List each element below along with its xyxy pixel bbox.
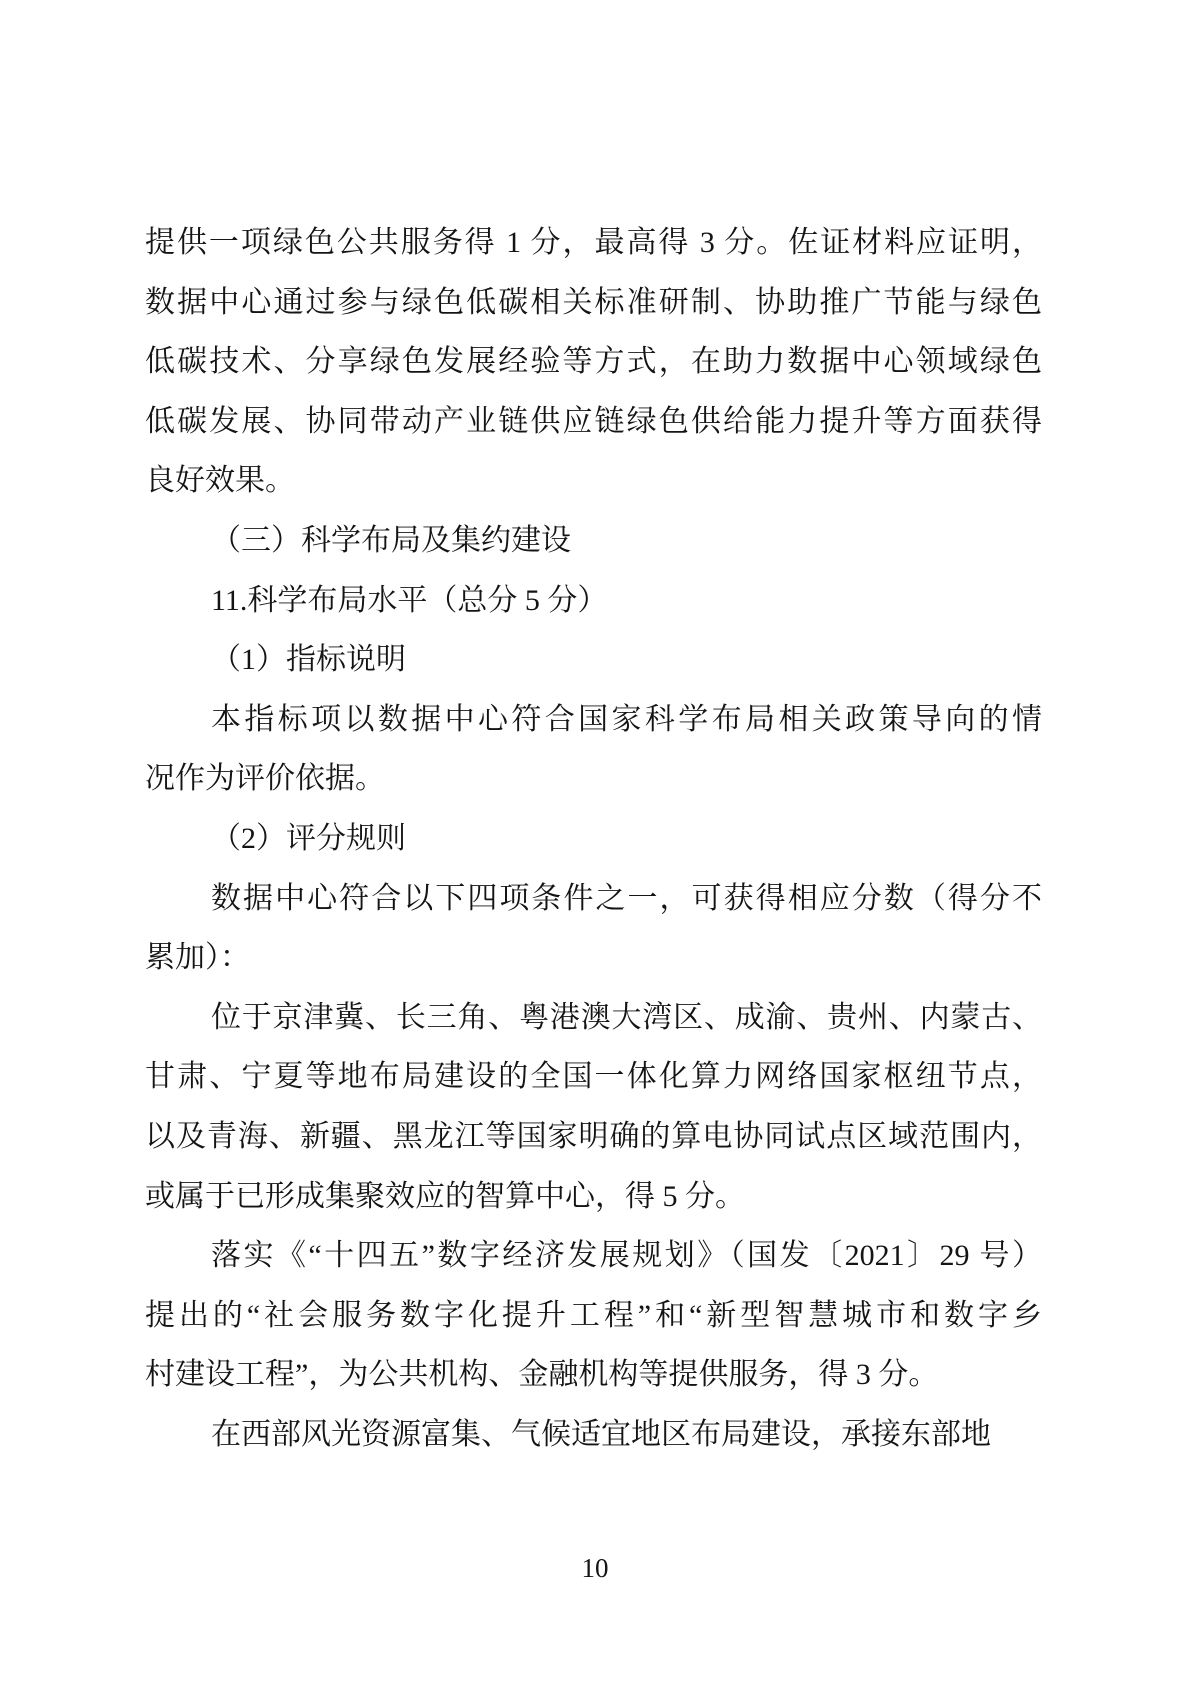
text-line: 位于京津冀、长三角、粤港澳大湾区、成渝、贵州、内蒙古、 (211, 1000, 1042, 1034)
text-line: 甘肃、宁夏等地布局建设的全国一体化算力网络国家枢纽节点， (145, 1060, 1042, 1094)
text-line: 在西部风光资源富集、气候适宜地区布局建设，承接东部地 (211, 1417, 991, 1451)
text-line: 低碳发展、协同带动产业链供应链绿色供给能力提升等方面获得 (145, 404, 1042, 438)
section-heading: （三）科学布局及集约建设 (211, 523, 571, 557)
text-line: 本指标项以数据中心符合国家科学布局相关政策导向的情 (211, 702, 1042, 736)
text-line: 低碳技术、分享绿色发展经验等方式，在助力数据中心领域绿色 (145, 345, 1042, 379)
text-line: 数据中心通过参与绿色低碳相关标准研制、协助推广节能与绿色 (145, 285, 1042, 319)
text-line: 村建设工程”，为公共机构、金融机构等提供服务，得 3 分。 (145, 1358, 939, 1392)
paragraph (145, 213, 1042, 511)
text-line: 累加）： (145, 941, 250, 975)
paragraph (145, 869, 1042, 988)
text-line: 11.科学布局水平（总分 5 分） (211, 583, 608, 617)
page-number: 10 (581, 1553, 609, 1583)
paragraph (145, 1226, 1042, 1405)
page-footer (0, 1548, 1190, 1588)
section-heading-paragraph (145, 511, 1042, 571)
text-line: 况作为评价依据。 (145, 762, 385, 796)
page-body (145, 213, 1042, 1464)
text-line: （2）评分规则 (211, 821, 406, 855)
paragraph (145, 1405, 1042, 1465)
paragraph (145, 988, 1042, 1226)
text-line: 落实《“十四五”数字经济发展规划》（国发〔2021〕29 号） (211, 1239, 1042, 1273)
text-line: 提出的“社会服务数字化提升工程”和“新型智慧城市和数字乡 (145, 1298, 1042, 1332)
text-line: 以及青海、新疆、黑龙江等国家明确的算电协同试点区域范围内， (145, 1119, 1042, 1153)
text-line: 或属于已形成集聚效应的智算中心，得 5 分。 (145, 1179, 745, 1213)
paragraph (145, 571, 1042, 631)
paragraph (145, 630, 1042, 690)
text-line: 提供一项绿色公共服务得 1 分，最高得 3 分。佐证材料应证明， (145, 226, 1042, 259)
text-line: 良好效果。 (145, 464, 295, 498)
text-line: （1）指标说明 (211, 643, 406, 677)
text-line: 数据中心符合以下四项条件之一，可获得相应分数（得分不 (211, 881, 1042, 915)
paragraph (145, 809, 1042, 869)
paragraph (145, 690, 1042, 809)
